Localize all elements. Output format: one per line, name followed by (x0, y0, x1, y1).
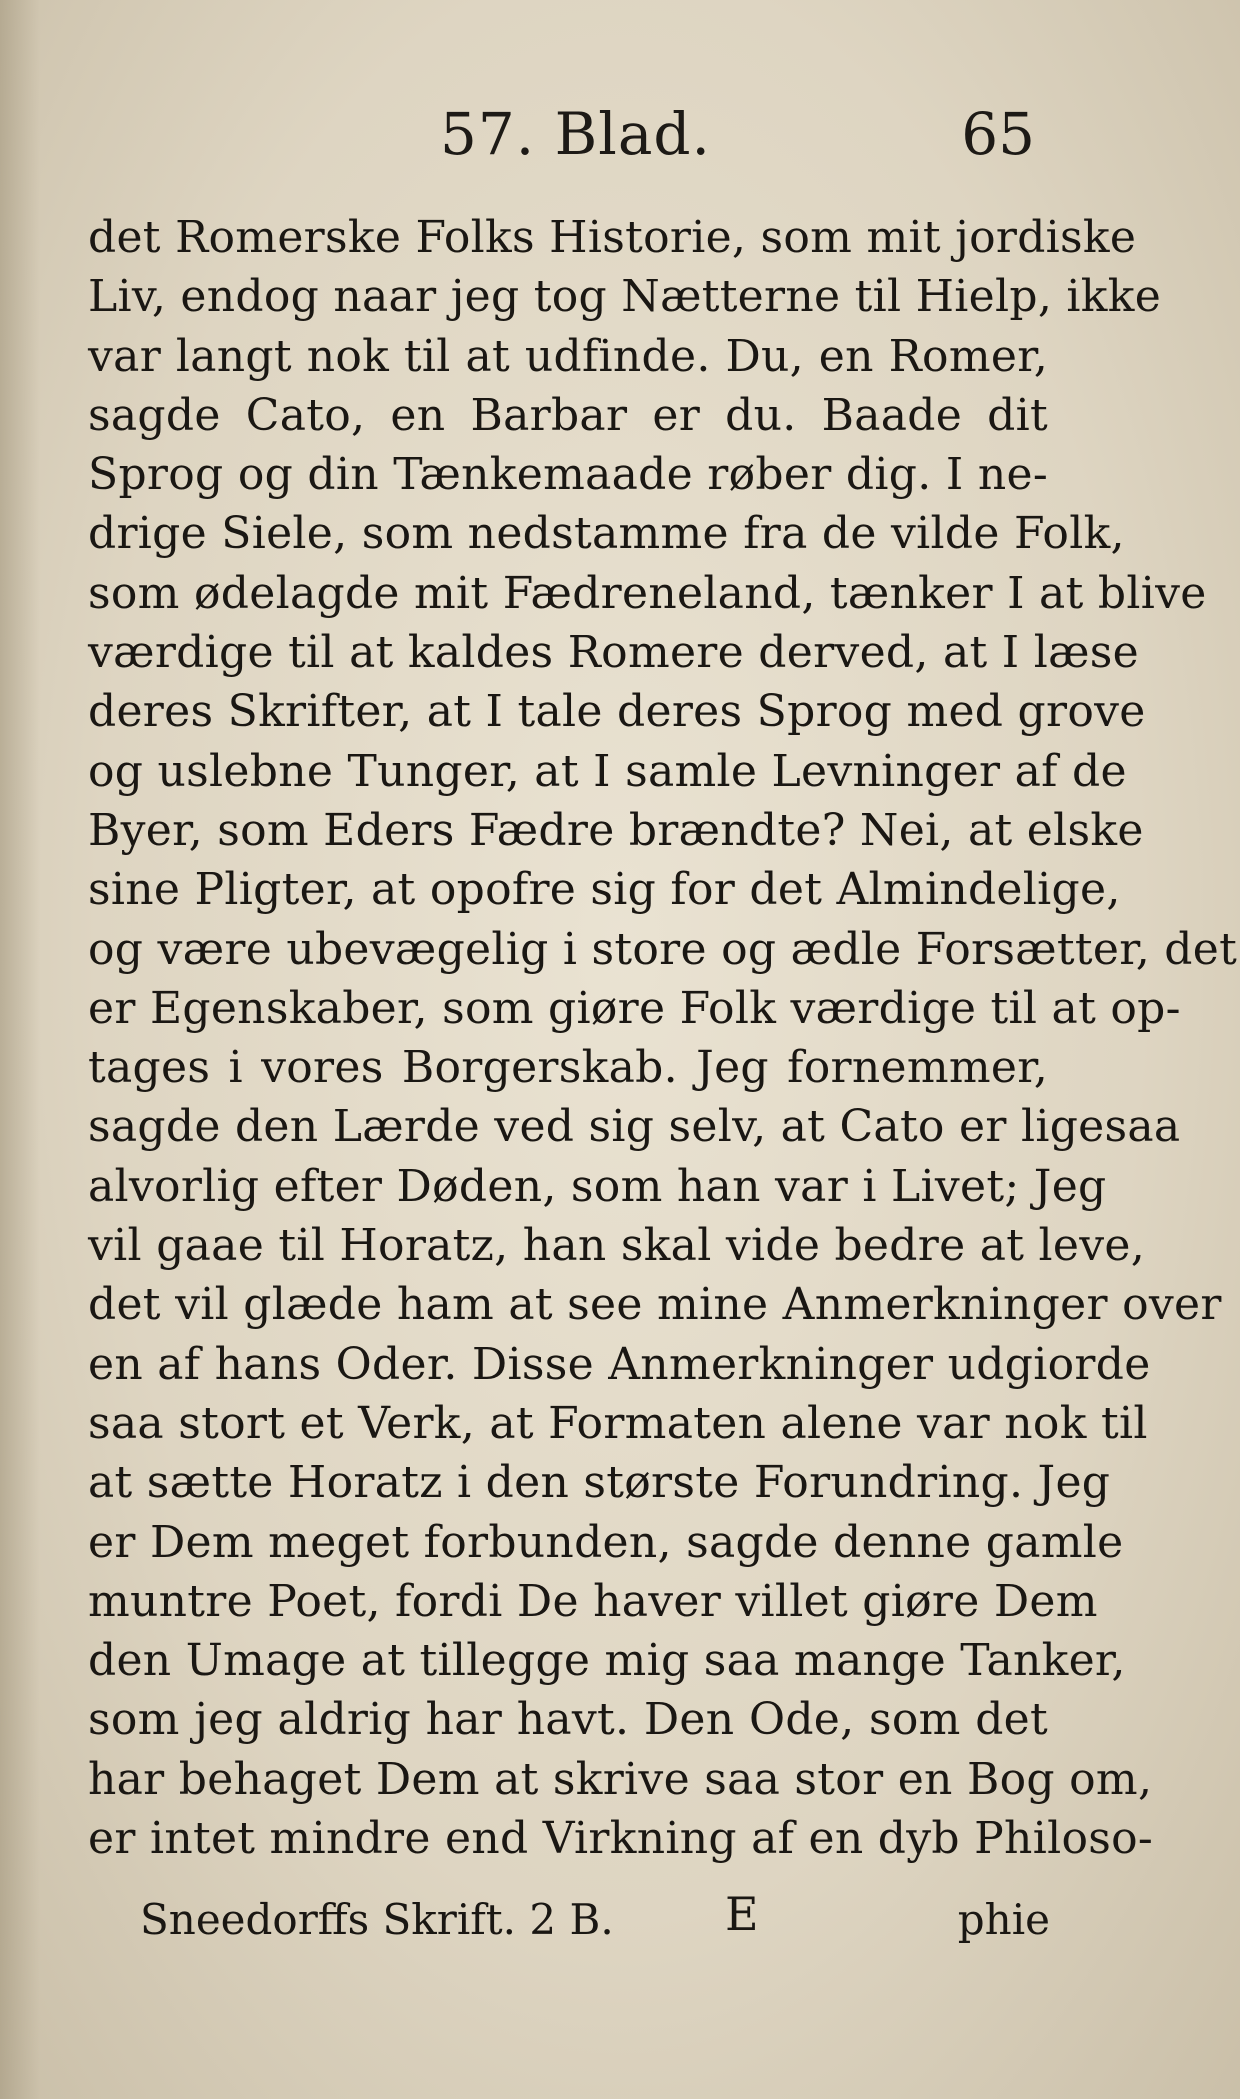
text-line: det vil glæde ham at see mine Anmerkninger over (88, 1279, 1222, 1331)
text-line: er intet mindre end Virkning af en dyb Philoso- (88, 1813, 1154, 1865)
text-line: muntre Poet, fordi De haver villet giøre Dem (88, 1575, 1098, 1627)
catchword: phie (957, 1895, 1050, 1944)
printer-signature: Sneedorffs Skrift. 2 B. (140, 1895, 614, 1944)
text-line: sagde Cato, en Barbar er du. Baade dit (88, 389, 1048, 441)
text-line: Liv, endog naar jeg tog Nætterne til Hielp, ikke (88, 271, 1162, 323)
text-line: saa stort et Verk, at Formaten alene var nok til (88, 1397, 1148, 1449)
text-line: den Umage at tillegge mig saa mange Tanker, (88, 1635, 1126, 1687)
text-line: Byer, som Eders Fædre brændte? Nei, at elske (88, 804, 1144, 856)
text-line: og være ubevægelig i store og ædle Forsætter, det (88, 923, 1238, 975)
page-header (0, 100, 1240, 170)
body-text (88, 208, 1238, 1868)
text-line: alvorlig efter Døden, som han var i Livet; Jeg (88, 1160, 1107, 1212)
text-line: sine Pligter, at opofre sig for det Almindelige, (88, 864, 1121, 916)
text-line: var langt nok til at udfinde. Du, en Romer, (88, 330, 1048, 382)
text-line: en af hans Oder. Disse Anmerkninger udgiorde (88, 1338, 1151, 1390)
text-line: værdige til at kaldes Romere derved, at I læse (88, 627, 1139, 679)
text-line: at sætte Horatz i den største Forundring. Jeg (88, 1457, 1111, 1509)
text-line: Sprog og din Tænkemaade røber dig. I ne- (88, 449, 1048, 501)
text-line: det Romerske Folks Historie, som mit jordiske (88, 212, 1137, 263)
sheet-mark: E (725, 1887, 759, 1941)
text-line: har behaget Dem at skrive saa stor en Bog om, (88, 1753, 1153, 1805)
text-line: vil gaae til Horatz, han skal vide bedre at leve, (88, 1220, 1145, 1272)
page-footer (140, 1887, 1050, 1955)
text-line: sagde den Lærde ved sig selv, at Cato er ligesaa (88, 1101, 1181, 1153)
text-line: og uslebne Tunger, at I samle Levninger af de (88, 745, 1127, 797)
text-line: som jeg aldrig har havt. Den Ode, som det (88, 1694, 1048, 1746)
text-line: er Egenskaber, som giøre Folk værdige til at op- (88, 982, 1181, 1034)
text-line: tages i vores Borgerskab. Jeg fornemmer, (88, 1042, 1048, 1094)
text-line: er Dem meget forbunden, sagde denne gamle (88, 1516, 1124, 1568)
running-title: 57. Blad. (440, 100, 711, 168)
text-line: deres Skrifter, at I tale deres Sprog med grove (88, 686, 1146, 738)
text-line: som ødelagde mit Fædreneland, tænker I at blive (88, 567, 1207, 619)
page-number: 65 (961, 100, 1035, 168)
text-line: drige Siele, som nedstamme fra de vilde Folk, (88, 508, 1125, 560)
